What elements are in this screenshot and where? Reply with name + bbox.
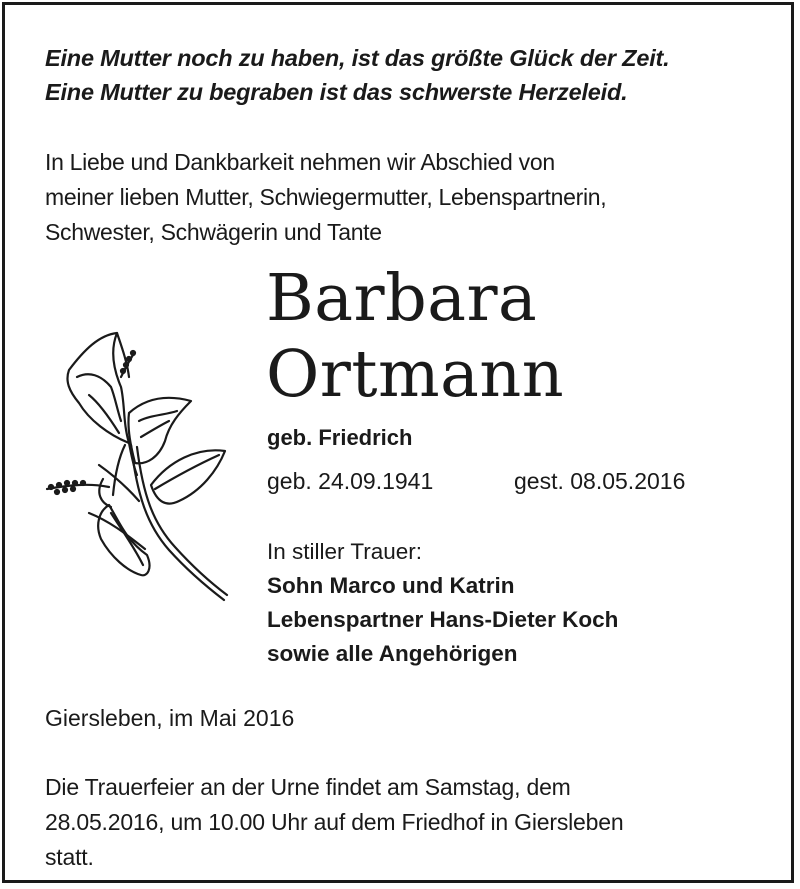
ceremony-line-2: 28.05.2016, um 10.00 Uhr auf dem Friedhof in Giersleben xyxy=(45,809,624,835)
motto-line-2: Eine Mutter zu begraben ist das schwerste Herzeleid. xyxy=(45,79,628,105)
intro-line-1: In Liebe und Dankbarkeit nehmen wir Abschied von xyxy=(45,149,555,175)
ceremony-line-3: statt. xyxy=(45,844,94,870)
last-name: Ortmann xyxy=(266,337,565,412)
death-date: gest. 08.05.2016 xyxy=(514,468,686,494)
ceremony-line-1: Die Trauerfeier an der Urne findet am Samstag, dem xyxy=(45,774,571,800)
motto-line-1: Eine Mutter noch zu haben, ist das größte Glück der Zeit. xyxy=(45,45,670,71)
motto-quote xyxy=(45,41,775,109)
mourner-3: sowie alle Angehörigen xyxy=(267,641,518,666)
first-name: Barbara xyxy=(266,261,538,336)
mourners-block xyxy=(267,535,767,671)
place-date: Giersleben, im Mai 2016 xyxy=(45,705,295,731)
intro-line-3: Schwester, Schwägerin und Tante xyxy=(45,219,382,245)
mourning-label: In stiller Trauer: xyxy=(267,539,423,564)
birth-date: geb. 24.09.1941 xyxy=(267,468,434,494)
intro-text xyxy=(45,145,765,250)
ceremony-info xyxy=(45,770,775,875)
mourner-2: Lebenspartner Hans-Dieter Koch xyxy=(267,607,619,632)
maiden-name: geb. Friedrich xyxy=(267,425,413,450)
intro-line-2: meiner lieben Mutter, Schwiegermutter, Lebenspartnerin, xyxy=(45,184,607,210)
calla-lily-icon xyxy=(29,325,239,605)
mourner-1: Sohn Marco und Katrin xyxy=(267,573,515,598)
deceased-name xyxy=(266,261,564,413)
obituary-notice xyxy=(2,2,794,883)
